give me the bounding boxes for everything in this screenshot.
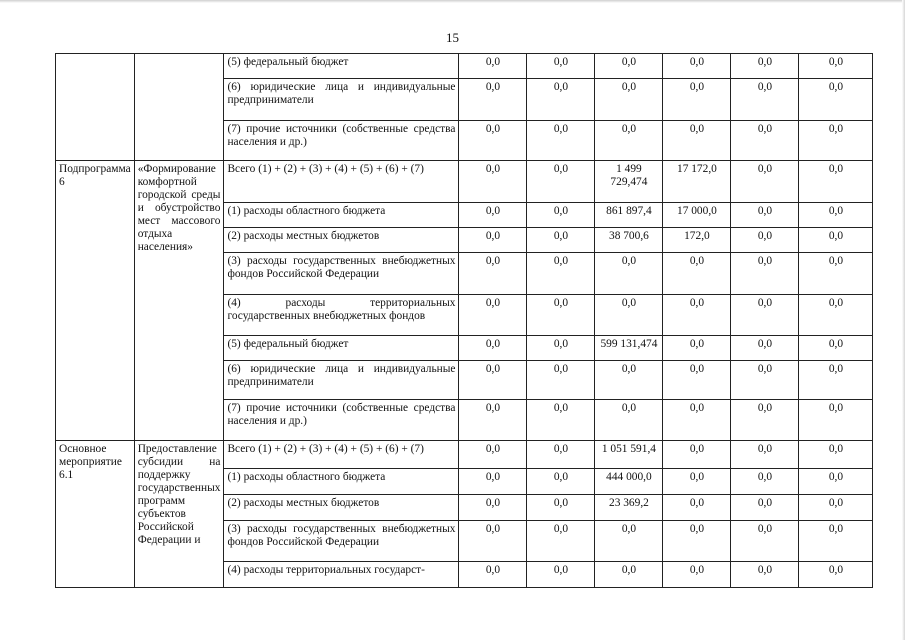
value-cell: 0,0 — [731, 161, 799, 203]
source-cell: (7) прочие источники (собственные средства населения и др.) — [224, 400, 459, 441]
value-cell: 0,0 — [527, 203, 595, 228]
value-cell: 0,0 — [595, 54, 663, 79]
value-cell: 0,0 — [459, 203, 527, 228]
value-cell: 0,0 — [459, 121, 527, 161]
value-cell: 0,0 — [731, 562, 799, 588]
value-cell: 0,0 — [731, 521, 799, 562]
value-cell: 0,0 — [527, 54, 595, 79]
source-cell: (1) расходы областного бюджета — [224, 469, 459, 495]
value-cell: 444 000,0 — [595, 469, 663, 495]
value-cell: 0,0 — [459, 495, 527, 521]
value-cell: 0,0 — [799, 79, 873, 121]
table-row — [56, 441, 873, 469]
value-cell: 0,0 — [595, 121, 663, 161]
value-cell: 0,0 — [663, 121, 731, 161]
value-cell: 0,0 — [527, 121, 595, 161]
value-cell: 0,0 — [527, 253, 595, 295]
value-cell: 0,0 — [731, 228, 799, 253]
level-cell — [56, 54, 135, 161]
value-cell: 0,0 — [595, 400, 663, 441]
value-cell: 0,0 — [595, 295, 663, 336]
value-cell: 0,0 — [799, 400, 873, 441]
value-cell: 0,0 — [527, 295, 595, 336]
source-cell: (5) федеральный бюджет — [224, 336, 459, 361]
value-cell: 0,0 — [663, 441, 731, 469]
value-cell: 0,0 — [799, 361, 873, 400]
value-cell: 0,0 — [799, 336, 873, 361]
value-cell: 1 051 591,4 — [595, 441, 663, 469]
value-cell: 0,0 — [459, 469, 527, 495]
source-cell: (5) федеральный бюджет — [224, 54, 459, 79]
value-cell: 0,0 — [459, 161, 527, 203]
value-cell: 0,0 — [527, 562, 595, 588]
value-cell: 0,0 — [459, 295, 527, 336]
value-cell: 0,0 — [663, 361, 731, 400]
value-cell: 0,0 — [595, 521, 663, 562]
value-cell: 0,0 — [731, 400, 799, 441]
value-cell: 0,0 — [527, 441, 595, 469]
source-cell: Всего (1) + (2) + (3) + (4) + (5) + (6) + (7) — [224, 161, 459, 203]
value-cell: 861 897,4 — [595, 203, 663, 228]
value-cell: 0,0 — [731, 79, 799, 121]
value-cell: 0,0 — [663, 295, 731, 336]
value-cell: 38 700,6 — [595, 228, 663, 253]
value-cell: 1 499 729,474 — [595, 161, 663, 203]
value-cell: 0,0 — [731, 361, 799, 400]
value-cell: 17 172,0 — [663, 161, 731, 203]
value-cell: 0,0 — [663, 495, 731, 521]
value-cell: 0,0 — [799, 441, 873, 469]
value-cell: 0,0 — [799, 161, 873, 203]
level-cell: Подпрограмма 6 — [56, 161, 135, 441]
name-cell: «Формирование комфортной городской среды и обустройство мест массового отдыха населения» — [134, 161, 224, 441]
value-cell: 0,0 — [731, 253, 799, 295]
source-cell: (2) расходы местных бюджетов — [224, 495, 459, 521]
source-cell: (4) расходы территориальных государст- — [224, 562, 459, 588]
value-cell: 0,0 — [459, 400, 527, 441]
value-cell: 0,0 — [595, 562, 663, 588]
value-cell: 0,0 — [799, 228, 873, 253]
value-cell: 0,0 — [459, 79, 527, 121]
source-cell: (4) расходы территориальных государственных внебюджетных фондов — [224, 295, 459, 336]
value-cell: 0,0 — [799, 469, 873, 495]
value-cell: 23 369,2 — [595, 495, 663, 521]
value-cell: 0,0 — [459, 562, 527, 588]
table-row — [56, 54, 873, 79]
value-cell: 0,0 — [663, 79, 731, 121]
value-cell: 0,0 — [459, 228, 527, 253]
value-cell: 0,0 — [799, 253, 873, 295]
scan-edge-top — [0, 0, 905, 3]
value-cell: 0,0 — [459, 54, 527, 79]
value-cell: 0,0 — [731, 121, 799, 161]
value-cell: 0,0 — [527, 495, 595, 521]
source-cell: (7) прочие источники (собственные средства населения и др.) — [224, 121, 459, 161]
value-cell: 0,0 — [731, 469, 799, 495]
value-cell: 17 000,0 — [663, 203, 731, 228]
source-cell: (6) юридические лица и индивидуальные предприниматели — [224, 361, 459, 400]
value-cell: 0,0 — [799, 121, 873, 161]
value-cell: 0,0 — [731, 441, 799, 469]
value-cell: 0,0 — [731, 495, 799, 521]
level-cell: Основное мероприятие 6.1 — [56, 441, 135, 588]
value-cell: 0,0 — [799, 54, 873, 79]
value-cell: 0,0 — [527, 521, 595, 562]
source-cell: (2) расходы местных бюджетов — [224, 228, 459, 253]
value-cell: 0,0 — [459, 336, 527, 361]
value-cell: 0,0 — [663, 469, 731, 495]
source-cell: (1) расходы областного бюджета — [224, 203, 459, 228]
value-cell: 0,0 — [527, 228, 595, 253]
value-cell: 0,0 — [663, 253, 731, 295]
page-number: 15 — [446, 30, 459, 45]
value-cell: 0,0 — [527, 161, 595, 203]
value-cell: 0,0 — [527, 469, 595, 495]
value-cell: 0,0 — [527, 400, 595, 441]
source-cell: (6) юридические лица и индивидуальные предприниматели — [224, 79, 459, 121]
value-cell: 0,0 — [459, 361, 527, 400]
value-cell: 0,0 — [663, 521, 731, 562]
value-cell: 0,0 — [459, 521, 527, 562]
value-cell: 0,0 — [731, 295, 799, 336]
value-cell: 0,0 — [595, 79, 663, 121]
value-cell: 172,0 — [663, 228, 731, 253]
value-cell: 0,0 — [731, 54, 799, 79]
value-cell: 0,0 — [527, 79, 595, 121]
value-cell: 0,0 — [663, 54, 731, 79]
value-cell: 0,0 — [731, 336, 799, 361]
value-cell: 0,0 — [799, 203, 873, 228]
value-cell: 0,0 — [459, 441, 527, 469]
name-cell — [134, 54, 224, 161]
value-cell: 0,0 — [799, 495, 873, 521]
value-cell: 0,0 — [663, 562, 731, 588]
value-cell: 0,0 — [527, 336, 595, 361]
table-row — [56, 161, 873, 203]
value-cell: 0,0 — [663, 400, 731, 441]
value-cell: 0,0 — [731, 203, 799, 228]
value-cell: 0,0 — [459, 253, 527, 295]
value-cell: 0,0 — [799, 562, 873, 588]
source-cell: (3) расходы государственных внебюджетных фондов Российской Федерации — [224, 521, 459, 562]
value-cell: 599 131,474 — [595, 336, 663, 361]
value-cell: 0,0 — [595, 253, 663, 295]
source-cell: (3) расходы государственных внебюджетных фондов Российской Федерации — [224, 253, 459, 295]
value-cell: 0,0 — [663, 336, 731, 361]
name-cell: Предоставление субсидии на поддержку государственных программ субъектов Российской Федерации и — [134, 441, 224, 588]
value-cell: 0,0 — [527, 361, 595, 400]
budget-table — [55, 53, 873, 588]
value-cell: 0,0 — [799, 521, 873, 562]
source-cell: Всего (1) + (2) + (3) + (4) + (5) + (6) + (7) — [224, 441, 459, 469]
value-cell: 0,0 — [799, 295, 873, 336]
value-cell: 0,0 — [595, 361, 663, 400]
